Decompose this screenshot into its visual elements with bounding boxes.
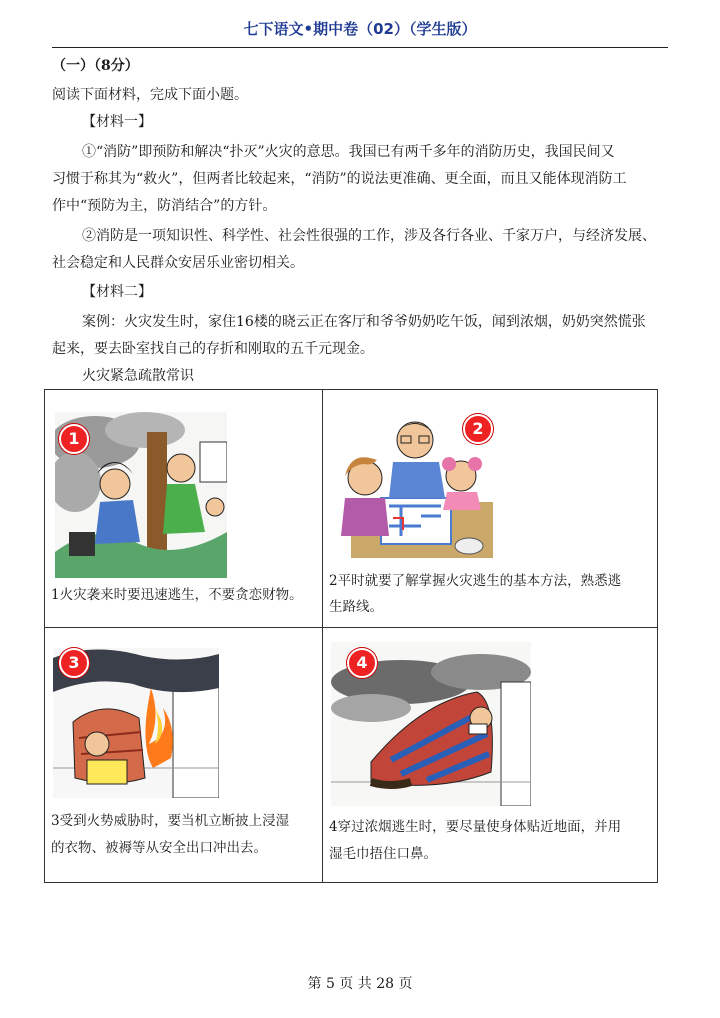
badge-1-icon: 1 [59,424,89,454]
header-divider [52,47,668,48]
material-one-line: 社会稳定和人民群众安居乐业密切相关。 [52,255,304,271]
evacuation-tips-table [44,389,658,883]
material-one-line: ①“消防”即预防和解决“扑灭”火灾的意思。我国已有两千多年的消防历史，我国民间又 [82,144,615,160]
panel-caption: 1火灾袭来时要迅速逃生，不要贪恋财物。 [51,587,303,603]
panel-4 [323,628,659,884]
panel-caption: 的衣物、被褥等从安全出口冲出去。 [51,840,267,856]
panel-3 [45,628,322,884]
panel-caption: 2平时就要了解掌握火灾逃生的基本方法，熟悉逃 [329,573,622,589]
material-one-line: 习惯于称其为“救火”，但两者比较起来，“消防”的说法更准确、更全面，而且又能体现消防工 [52,171,627,187]
badge-3-icon: 3 [59,648,89,678]
panel-caption: 生路线。 [329,599,383,615]
badge-4-icon: 4 [347,648,377,678]
page-number: 第 5 页 共 28 页 [307,976,413,992]
panel-caption: 3受到火势威胁时，要当机立断披上浸湿 [51,813,290,829]
panel-caption: 湿毛巾捂住口鼻。 [329,846,437,862]
material-one-line: ②消防是一项知识性、科学性、社会性很强的工作，涉及各行各业、千家万户，与经济发展、 [82,228,656,244]
material-one-label: 【材料一】 [82,114,152,130]
badge-2-icon: 2 [463,414,493,444]
case-line: 案例：火灾发生时，家住16楼的晓云正在客厅和爷爷奶奶吃午饭，闻到浓烟，奶奶突然慌张 [82,314,646,330]
material-two-label: 【材料二】 [82,284,152,300]
instruction-text: 阅读下面材料，完成下面小题。 [52,87,248,103]
panel-1 [45,390,322,627]
material-one-line: 作中“预防为主，防消结合”的方针。 [52,198,277,214]
panel-2 [323,390,659,627]
table-title: 火灾紧急疏散常识 [82,368,194,384]
section-heading: （一）（8分） [52,58,139,74]
document-header-title: 七下语文•期中卷（02）（学生版） [243,20,477,38]
panel-caption: 4穿过浓烟逃生时，要尽量使身体贴近地面，并用 [329,819,622,835]
case-line: 起来，要去卧室找自己的存折和刚取的五千元现金。 [52,341,374,357]
